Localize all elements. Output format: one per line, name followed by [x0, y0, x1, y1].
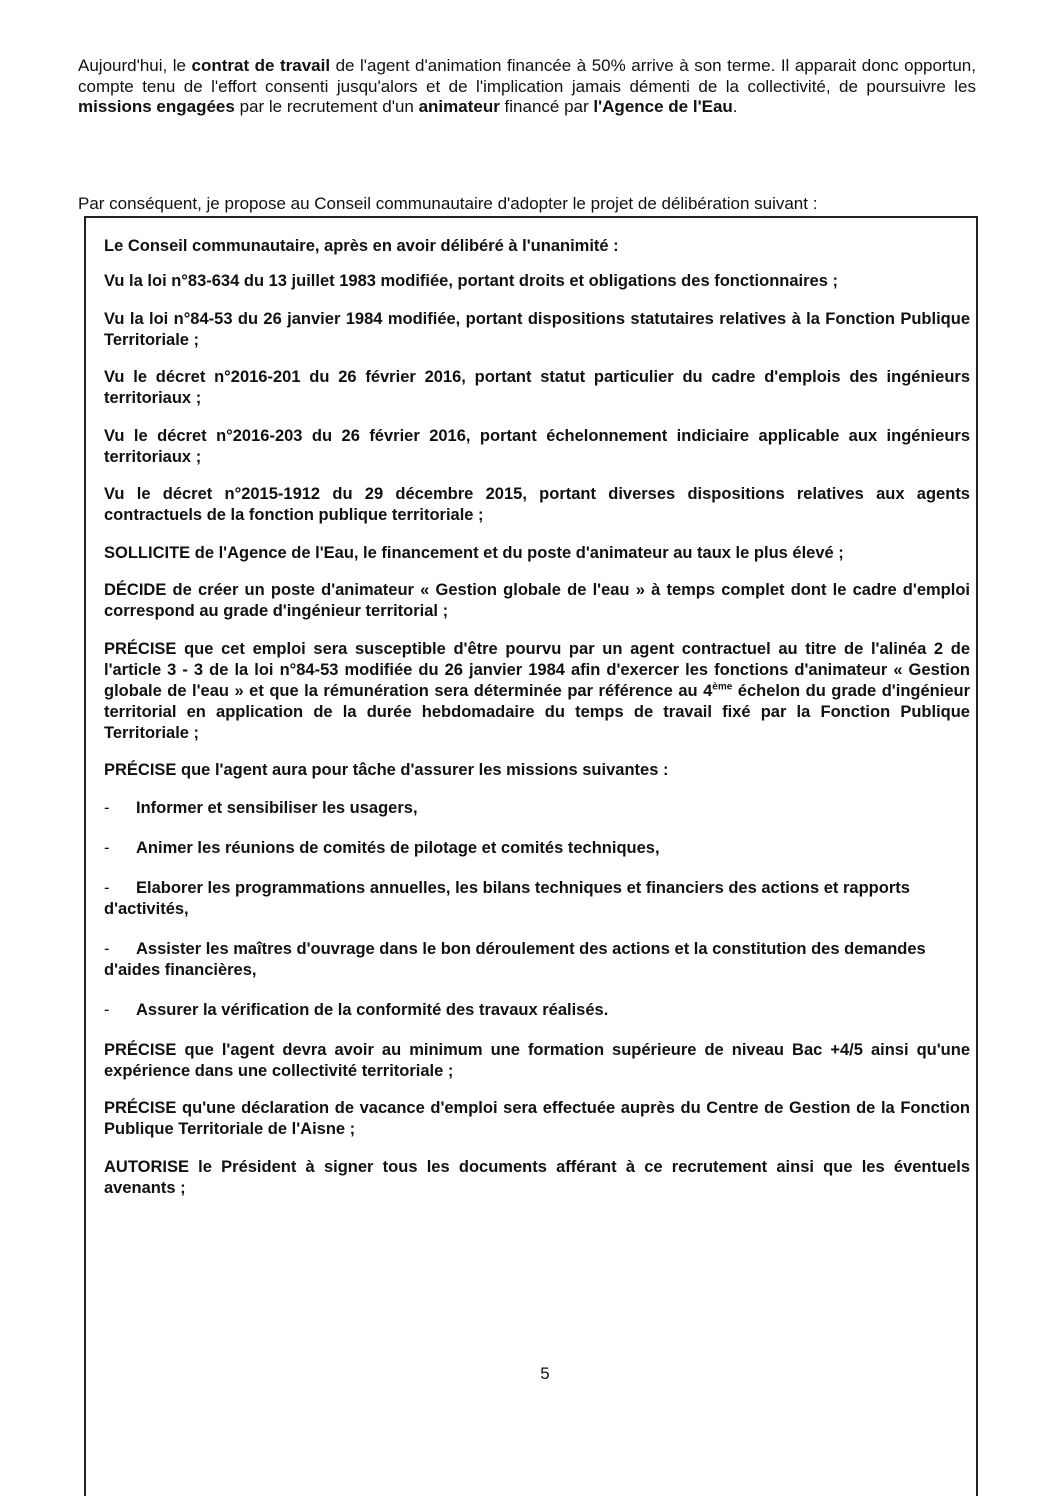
mission-item	[104, 798, 970, 819]
mission-text: Animer les réunions de comités de pilotage et comités techniques,	[136, 838, 660, 857]
mission-text: Elaborer les programmations annuelles, les bilans techniques et financiers des actions et rapports d'activités,	[104, 878, 910, 918]
mission-item	[104, 939, 970, 981]
dash-marker: -	[104, 838, 110, 857]
vu-clause: Vu la loi n°83-634 du 13 juillet 1983 modifiée, portant droits et obligations des fonctionnaires ;	[104, 272, 838, 290]
vu-clause: Vu la loi n°84-53 du 26 janvier 1984 modifiée, portant dispositions statutaires relatives à la Fonction Publique Territoriale ;	[104, 309, 970, 349]
mission-text: Assurer la vérification de la conformité des travaux réalisés.	[136, 1000, 609, 1019]
intro-text: financé par	[499, 97, 594, 116]
vu-clause: Vu le décret n°2015-1912 du 29 décembre 2015, portant diverses dispositions relatives aux agents contractuels de la fonction publique territoriale ;	[104, 485, 970, 524]
proposal-sentence: Par conséquent, je propose au Conseil communautaire d'adopter le projet de délibération suivant :	[78, 194, 818, 213]
dash-marker: -	[104, 939, 110, 958]
vu-clause: Vu le décret n°2016-203 du 26 février 2016, portant échelonnement indiciaire applicable aux ingénieurs territoriaux ;	[104, 426, 970, 466]
decide-clause: DÉCIDE de créer un poste d'animateur « Gestion globale de l'eau » à temps complet dont le cadre d'emploi correspond au grade d'ingénieur territorial ;	[104, 581, 970, 620]
ordinal-superscript: ème	[712, 681, 733, 692]
mission-text: Informer et sensibiliser les usagers,	[136, 798, 418, 817]
precise-clause	[104, 639, 970, 744]
intro-bold: l'Agence de l'Eau	[593, 97, 733, 116]
precise-text: échelon du grade d'ingénieur territorial en application de la durée hebdomadaire du temps de travail fixé par la Fonction Publique Territoriale ;	[104, 681, 970, 742]
mission-item	[104, 878, 970, 920]
mission-item	[104, 838, 970, 859]
mission-item	[104, 1000, 970, 1021]
intro-text: de l'agent d'animation financée à 50% arrive à son terme. Il apparait donc opportun, compte tenu de l'effort consenti jusqu'alors et de l'implication jamais démenti de la collectivité, de poursuivre les	[78, 56, 976, 96]
precise-clause: PRÉCISE qu'une déclaration de vacance d'emploi sera effectuée auprès du Centre de Gestion de la Fonction Publique Territoriale de l'Aisne ;	[104, 1099, 970, 1138]
mission-text: Assister les maîtres d'ouvrage dans le bon déroulement des actions et la constitution des demandes d'aides financières,	[104, 939, 926, 979]
intro-bold: missions engagées	[78, 97, 235, 116]
intro-text: Aujourd'hui, le	[78, 56, 192, 75]
deliberation-header: Le Conseil communautaire, après en avoir délibéré à l'unanimité :	[104, 237, 619, 255]
precise-text: PRÉCISE que cet emploi sera susceptible d'être pourvu par un agent contractuel au titre de l'alinéa 2 de l'article 3 - 3 de la loi n°84-53 modifiée du 26 janvier 1984 afin d'exercer les fonctions d'animateur « Gestion globale de l'eau » et que la rémunération sera déterminée par référence au 4	[104, 639, 970, 700]
deliberation-content	[104, 236, 970, 1215]
intro-bold: animateur	[418, 97, 500, 116]
intro-text: .	[732, 97, 738, 116]
dash-marker: -	[104, 878, 110, 897]
dash-marker: -	[104, 1000, 110, 1019]
precise-clause: PRÉCISE que l'agent devra avoir au minimum une formation supérieure de niveau Bac +4/5 ainsi qu'une expérience dans une collectivité territoriale ;	[104, 1040, 970, 1080]
vu-clause: Vu le décret n°2016-201 du 26 février 2016, portant statut particulier du cadre d'emplois des ingénieurs territoriaux ;	[104, 368, 970, 407]
intro-paragraph	[78, 56, 976, 118]
page-number: 5	[540, 1364, 550, 1383]
intro-bold: contrat de travail	[191, 56, 331, 75]
autorise-clause: AUTORISE le Président à signer tous les documents afférant à ce recrutement ainsi que les éventuels avenants ;	[104, 1157, 970, 1197]
precise-clause: PRÉCISE que l'agent aura pour tâche d'assurer les missions suivantes :	[104, 761, 669, 779]
intro-text: par le recrutement d'un	[234, 97, 419, 116]
dash-marker: -	[104, 798, 110, 817]
sollicite-clause: SOLLICITE de l'Agence de l'Eau, le financement et du poste d'animateur au taux le plus élevé ;	[104, 543, 844, 562]
